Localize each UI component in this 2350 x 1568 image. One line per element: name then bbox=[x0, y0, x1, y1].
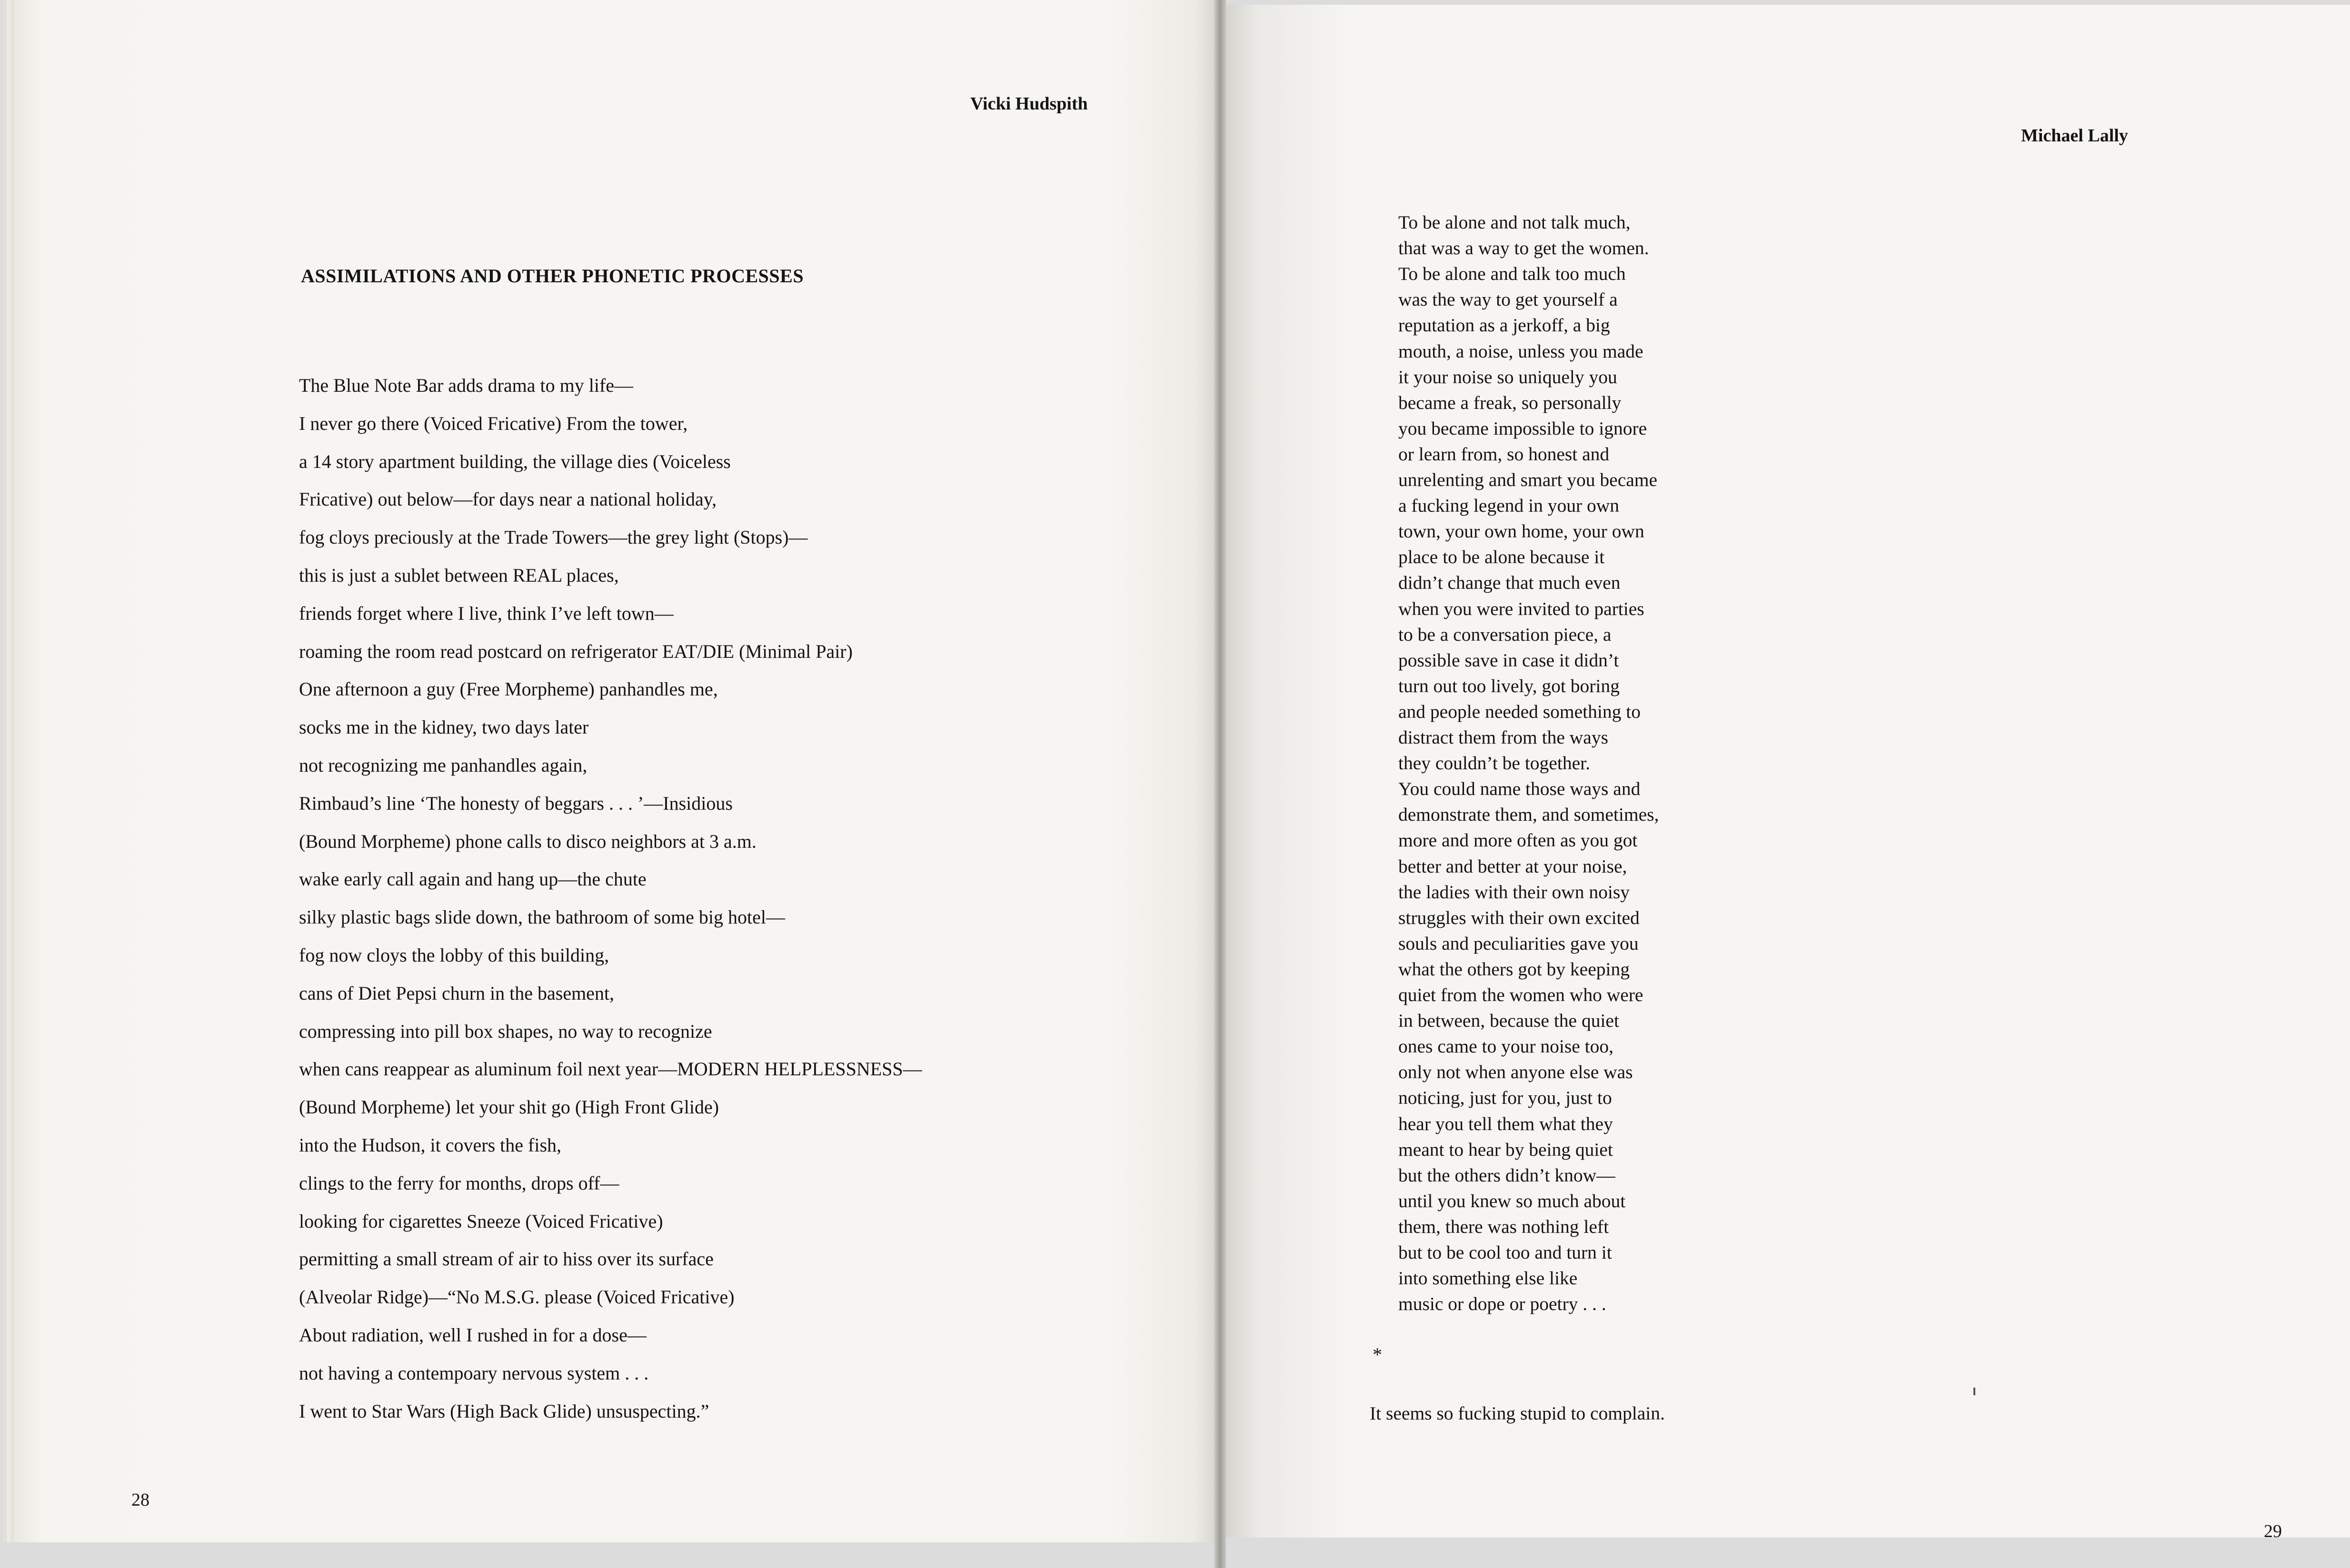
poem-line: clings to the ferry for months, drops off— bbox=[299, 1172, 619, 1194]
poem-line: fog cloys preciously at the Trade Towers—the grey light (Stops)— bbox=[299, 526, 808, 548]
prose-line: possible save in case it didn’t bbox=[1398, 649, 1619, 671]
prose-line: quiet from the women who were bbox=[1398, 984, 1643, 1005]
poem-line: this is just a sublet between REAL places, bbox=[299, 565, 619, 586]
poem-line: One afternoon a guy (Free Morpheme) panhandles me, bbox=[299, 678, 718, 700]
prose-line: distract them from the ways bbox=[1398, 727, 1608, 748]
prose-line: You could name those ways and bbox=[1398, 778, 1641, 800]
right-author-name: Michael Lally bbox=[2021, 126, 2128, 146]
poem-line: wake early call again and hang up—the chute bbox=[299, 868, 647, 890]
prose-line: when you were invited to parties bbox=[1398, 598, 1644, 619]
prose-line: music or dope or poetry . . . bbox=[1398, 1293, 1606, 1315]
left-author-name: Vicki Hudspith bbox=[970, 94, 1088, 114]
poem-line: I went to Star Wars (High Back Glide) unsuspecting.” bbox=[299, 1400, 709, 1422]
closing-line: It seems so fucking stupid to complain. bbox=[1370, 1403, 1665, 1424]
poem-line: silky plastic bags slide down, the bathroom of some big hotel— bbox=[299, 906, 785, 928]
prose-line: that was a way to get the women. bbox=[1398, 238, 1649, 259]
prose-line: better and better at your noise, bbox=[1398, 855, 1627, 877]
prose-line: the ladies with their own noisy bbox=[1398, 881, 1630, 903]
prose-line: more and more often as you got bbox=[1398, 830, 1638, 851]
prose-line: mouth, a noise, unless you made bbox=[1398, 340, 1643, 362]
prose-line: turn out too lively, got boring bbox=[1398, 675, 1620, 696]
prose-line: souls and peculiarities gave you bbox=[1398, 933, 1639, 954]
prose-line: in between, because the quiet bbox=[1398, 1010, 1619, 1032]
prose-line: or learn from, so honest and bbox=[1398, 443, 1610, 465]
poem-line: cans of Diet Pepsi churn in the basement, bbox=[299, 982, 615, 1004]
prose-line: town, your own home, your own bbox=[1398, 521, 1644, 542]
poem-line: permitting a small stream of air to hiss over its surface bbox=[299, 1248, 714, 1270]
poem-line: (Bound Morpheme) phone calls to disco neighbors at 3 a.m. bbox=[299, 830, 757, 852]
poem-line: socks me in the kidney, two days later bbox=[299, 716, 589, 738]
poem-line: (Bound Morpheme) let your shit go (High Front Glide) bbox=[299, 1096, 719, 1118]
poem-line: Fricative) out below—for days near a national holiday, bbox=[299, 488, 717, 510]
prose-line: a fucking legend in your own bbox=[1398, 495, 1620, 516]
right-page bbox=[1226, 5, 2350, 1538]
poem-line: The Blue Note Bar adds drama to my life— bbox=[299, 375, 634, 396]
prose-line: until you knew so much about bbox=[1398, 1190, 1626, 1211]
prose-line: demonstrate them, and sometimes, bbox=[1398, 804, 1659, 825]
poem-line: I never go there (Voiced Fricative) From the tower, bbox=[299, 412, 688, 434]
prose-line: To be alone and not talk much, bbox=[1398, 212, 1631, 233]
prose-line: only not when anyone else was bbox=[1398, 1062, 1633, 1083]
poem-line: into the Hudson, it covers the fish, bbox=[299, 1134, 562, 1156]
poem-line: not having a contempoary nervous system . . . bbox=[299, 1362, 649, 1384]
poem-line: About radiation, well I rushed in for a dose— bbox=[299, 1324, 647, 1346]
prose-line: hear you tell them what they bbox=[1398, 1113, 1613, 1134]
prose-line: what the others got by keeping bbox=[1398, 958, 1630, 980]
right-page-number: 29 bbox=[2264, 1521, 2282, 1538]
prose-line: but the others didn’t know— bbox=[1398, 1164, 1615, 1186]
poem-line: roaming the room read postcard on refrigerator EAT/DIE (Minimal Pair) bbox=[299, 640, 853, 662]
poem-title: ASSIMILATIONS AND OTHER PHONETIC PROCESSES bbox=[301, 265, 804, 287]
book-gutter bbox=[1214, 0, 1226, 1568]
prose-line: reputation as a jerkoff, a big bbox=[1398, 315, 1610, 336]
prose-line: became a freak, so personally bbox=[1398, 392, 1622, 413]
prose-line: didn’t change that much even bbox=[1398, 572, 1621, 594]
prose-line: you became impossible to ignore bbox=[1398, 417, 1647, 439]
poem-line: when cans reappear as aluminum foil next year—MODERN HELPLESSNESS— bbox=[299, 1058, 922, 1080]
poem-line: Rimbaud’s line ‘The honesty of beggars . . . ’—Insidious bbox=[299, 792, 733, 814]
prose-line: to be a conversation piece, a bbox=[1398, 624, 1612, 645]
prose-line: was the way to get yourself a bbox=[1398, 289, 1618, 310]
poem-line: looking for cigarettes Sneeze (Voiced Fricative) bbox=[299, 1210, 663, 1232]
prose-line: noticing, just for you, just to bbox=[1398, 1087, 1612, 1109]
prose-line: ones came to your noise too, bbox=[1398, 1036, 1613, 1057]
prose-line: struggles with their own excited bbox=[1398, 907, 1640, 928]
stray-mark bbox=[1973, 1388, 1975, 1395]
poem-line: a 14 story apartment building, the village dies (Voiceless bbox=[299, 450, 731, 472]
poem-line: not recognizing me panhandles again, bbox=[299, 754, 588, 776]
section-separator: * bbox=[1373, 1344, 1382, 1365]
prose-line: it your noise so uniquely you bbox=[1398, 366, 1617, 387]
prose-line: To be alone and talk too much bbox=[1398, 263, 1626, 285]
prose-line: meant to hear by being quiet bbox=[1398, 1139, 1613, 1160]
left-page bbox=[14, 0, 1214, 1542]
prose-line: they couldn’t be together. bbox=[1398, 753, 1590, 774]
prose-line: unrelenting and smart you became bbox=[1398, 469, 1658, 490]
prose-line: into something else like bbox=[1398, 1268, 1578, 1289]
prose-line: but to be cool too and turn it bbox=[1398, 1242, 1612, 1263]
poem-line: (Alveolar Ridge)—“No M.S.G. please (Voiced Fricative) bbox=[299, 1286, 735, 1308]
poem-line: friends forget where I live, think I’ve left town— bbox=[299, 602, 674, 624]
prose-line: them, there was nothing left bbox=[1398, 1216, 1609, 1237]
poem-line: fog now cloys the lobby of this building, bbox=[299, 944, 609, 966]
prose-line: place to be alone because it bbox=[1398, 546, 1605, 568]
poem-line: compressing into pill box shapes, no way to recognize bbox=[299, 1020, 712, 1042]
left-page-number: 28 bbox=[131, 1490, 149, 1510]
prose-line: and people needed something to bbox=[1398, 701, 1641, 722]
